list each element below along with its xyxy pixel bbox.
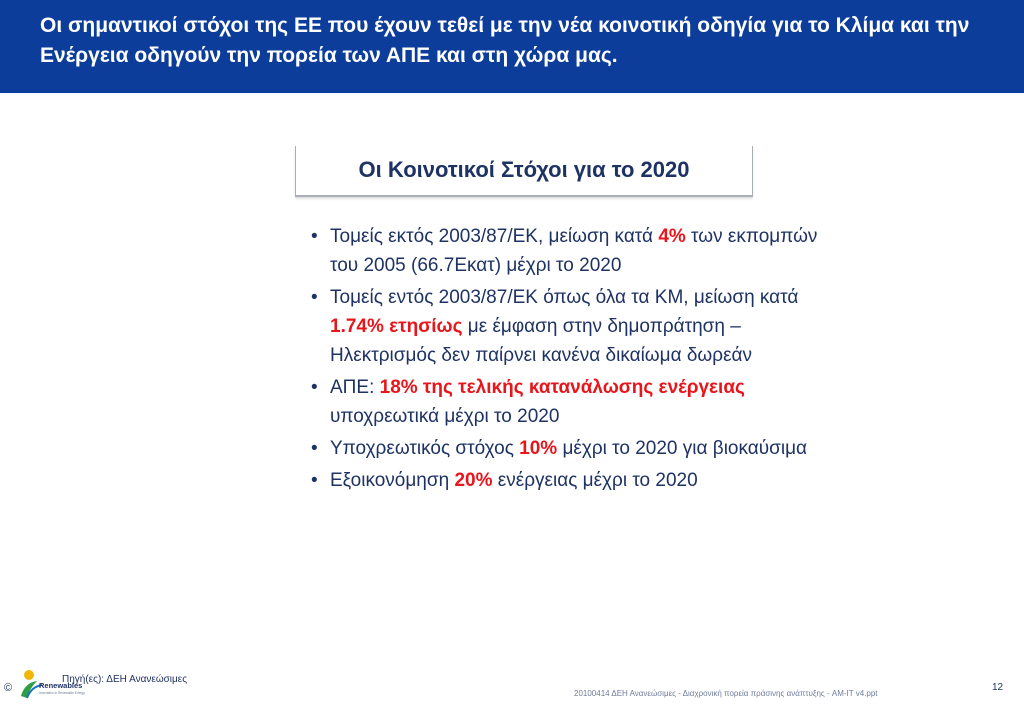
- bullet-highlight: 20%: [454, 470, 493, 491]
- bullet-highlight: 10%: [519, 438, 558, 459]
- bullet-item: [310, 283, 850, 370]
- bullet-text: Τομείς εντός 2003/87/ΕΚ όπως όλα τα ΚΜ, μείωση κατά: [330, 287, 799, 308]
- bullet-item: [310, 434, 850, 463]
- bullet-item: [310, 222, 850, 280]
- bullet-highlight: 18% της τελικής κατανάλωσης ενέργειας: [379, 377, 745, 398]
- bullet-text: των εκπομπών του 2005 (66.7Εκατ) μέχρι το 2020: [330, 226, 818, 276]
- section-title: Οι Κοινοτικοί Στόχοι για το 2020: [358, 157, 690, 182]
- section-title-box: [295, 146, 753, 197]
- bullet-text: μέχρι το 2020 για βιοκαύσιμα: [557, 438, 808, 459]
- document-filename: 20100414 ΔΕΗ Ανανεώσιμες - Διαχρονική πορεία πράσινης ανάπτυξης - AM-IT v4.ppt: [574, 689, 878, 698]
- bullet-item: [310, 373, 850, 431]
- bullet-text: Εξοικονόμηση: [330, 470, 455, 491]
- bullet-list: [310, 222, 850, 498]
- bullet-text: υποχρεωτικά μέχρι το 2020: [330, 406, 560, 427]
- bullet-item: [310, 466, 850, 495]
- bullet-text: ενέργειας μέχρι το 2020: [492, 470, 698, 491]
- source-note: Πηγή(ες): ΔΕΗ Ανανεώσιμες: [62, 674, 188, 685]
- bullet-text: ΑΠΕ:: [330, 377, 380, 398]
- bullet-text: Υποχρεωτικός στόχος: [330, 438, 520, 459]
- header-bar: [0, 0, 1024, 93]
- bullet-text: με έμφαση στην δημοπράτηση – Ηλεκτρισμός δεν παίρνει κανένα δικαίωμα δωρεάν: [330, 316, 753, 366]
- logo-text: Renewables: [39, 681, 83, 690]
- bullet-highlight: 4%: [658, 226, 686, 247]
- logo-tagline: Innovation in Renewable Energy: [39, 691, 85, 695]
- bullet-text: Τομείς εκτός 2003/87/ΕΚ, μείωση κατά: [330, 226, 659, 247]
- page-number: 12: [992, 682, 1004, 693]
- copyright-mark: ©: [4, 682, 13, 694]
- slide-title: Οι σημαντικοί στόχοι της ΕΕ που έχουν τεθεί με την νέα κοινοτική οδηγία για το Κλίμα και την Ενέργεια οδηγούν την πορεία των ΑΠΕ και στη χώρα μας.: [40, 14, 970, 67]
- bullet-highlight: 1.74% ετησίως: [330, 316, 463, 337]
